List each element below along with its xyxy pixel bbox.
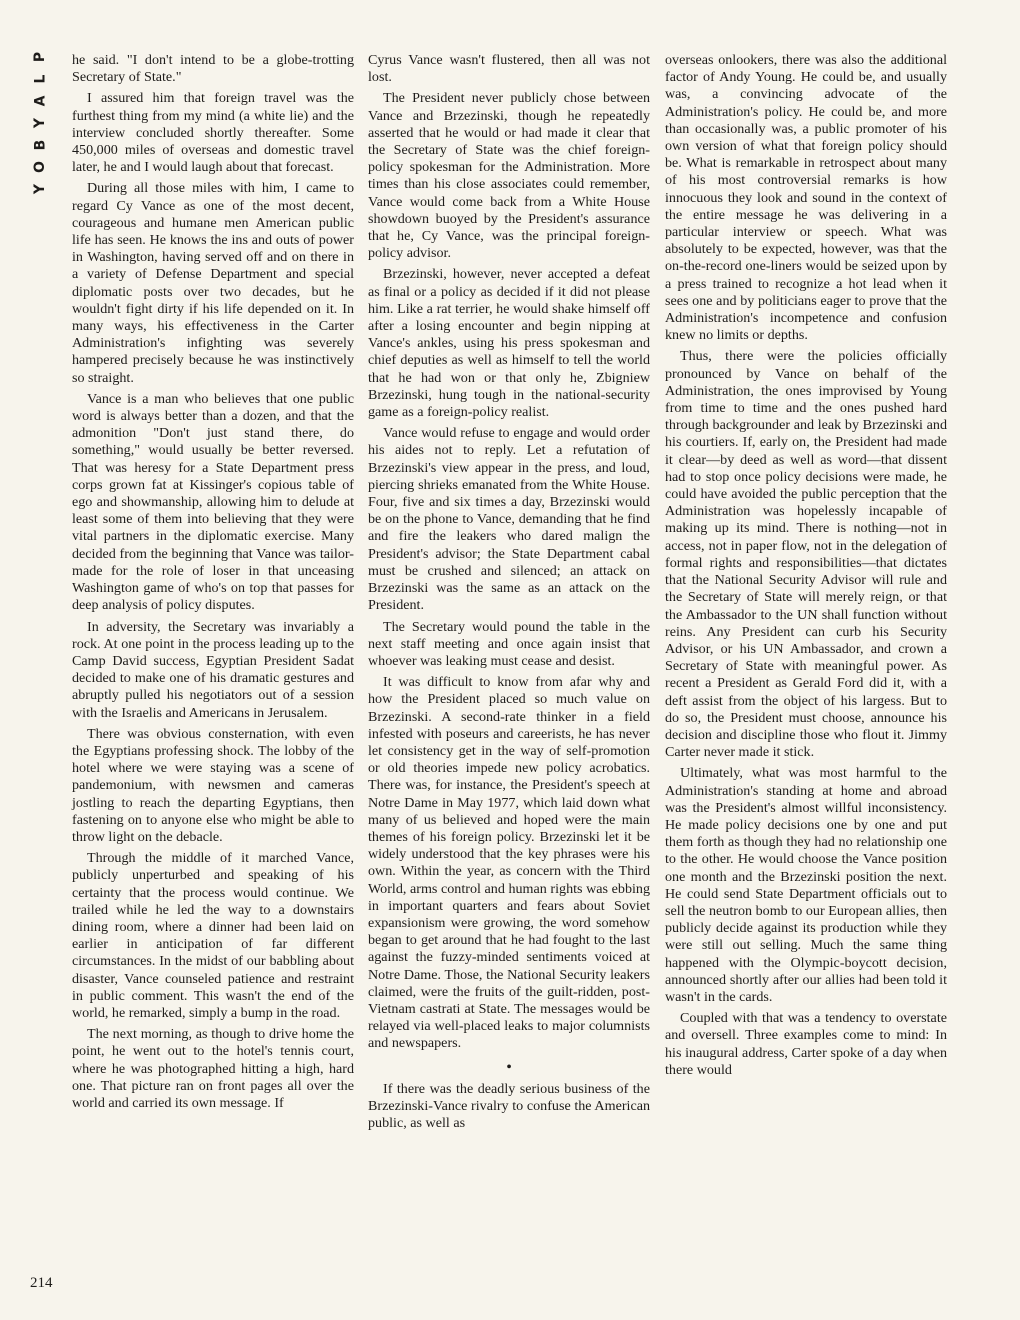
paragraph: The President never publicly chose between Vance and Brzezinski, though he repeatedly asserted that he would or had made it clear that the Secretary of State was the chief foreign-policy spokesman for the Administration. More times than his close associates could remember, Vance would come back from a White House showdown buoyed by the President's assurance that he, Cy Vance, was the principal foreign-policy advisor. <box>368 90 650 262</box>
paragraph: Brzezinski, however, never accepted a defeat as final or a policy as decided if it did not please him. Like a rat terrier, he would shake himself off after a losing encounter and begin nipping at Vance's ankles, using his press spokesman and chief deputies as well as himself to tell the world that he had won or that only he, Zbigniew Brzezinski, hung tough in the national-security game as a foreign-policy realist. <box>368 266 650 421</box>
paragraph: I assured him that foreign travel was the furthest thing from my mind (a white lie) and the interview concluded shortly thereafter. Some 450,000 miles of overseas and domestic travel later, he and I would laugh about that forecast. <box>72 90 354 176</box>
paragraph: The next morning, as though to drive home the point, he went out to the hotel's tennis court, where he was photographed hitting a high, hard one. That picture ran on front pages all over the world and carried its own message. If <box>72 1026 354 1111</box>
paragraph: It was difficult to know from afar why and how the President placed so much value on Brzezinski. A second-rate thinker in a field infested with poseurs and careerists, he has never let consistency get in the way of self-promotion or old theories impede new policy acrobatics. There was, for instance, the President's speech at Notre Dame in May 1977, which laid down what many of us believed and hoped were the main themes of his foreign policy. Brzezinski let it be widely understood that the key phrases were his own. Within the year, as concern with the Third World, arms control and human rights was ebbing in important quarters and fears about Soviet expansionism were growing, the word somehow began to get around that he had fought to the last against the fuzzy-minded sentiments voiced at Notre Dame. Those, the National Security leakers claimed, were the fruits of the guilt-ridden, post-Vietnam castrati at State. The messages would be relayed via well-placed leaks to major columnists and newspapers. <box>368 674 650 1052</box>
paragraph: During all those miles with him, I came to regard Cy Vance as one of the most decent, courageous and humane men American public life has seen. He knows the ins and outs of power in Washington, having served off and on there in a variety of Defense Department and special diplomatic posts over two decades, but he wouldn't fight dirty if his life depended on it. In many ways, his effectiveness in the Carter Administration's infighting was severely hampered precisely because he was instinctively so straight. <box>72 180 354 386</box>
text-column-1 <box>72 52 354 1116</box>
section-break: • <box>506 1058 512 1076</box>
paragraph: Ultimately, what was most harmful to the Administration's standing at home and abroad was the President's almost willful inconsistency. He made policy decisions one by one and put them forth as though they had no relationship one to the other. He would choose the Vance position one month and the Brzezinski position the next. He could send State Department officials out to sell the neutron bomb to our European allies, then publicly decide against its production while they were still out selling. Much the same thing happened with the Olympic-boycott decision, announced shortly after our allies had been told it wasn't in the cards. <box>665 765 947 1005</box>
paragraph: There was obvious consternation, with even the Egyptians professing shock. The lobby of the hotel where we were staying was a scene of pandemonium, with newsmen and cameras jostling to reach the departing Egyptians, then fastening on to anyone else who might be able to throw light on the debacle. <box>72 725 354 845</box>
magazine-sidebar-title <box>28 46 52 200</box>
sidebar-letter: A <box>32 95 48 107</box>
page-number: 214 <box>30 1275 53 1291</box>
paragraph: Through the middle of it marched Vance, publicly unperturbed and speaking of his certainty that the process would continue. We trailed while he led the way to a downstairs dining room, where a dinner had been laid on earlier in anticipation of far different circumstances. In the midst of our babbling about disaster, Vance counseled patience and restraint in public comment. This wasn't the end of the world, he remarked, simply a bump in the road. <box>72 850 354 1021</box>
text-column-2 <box>368 52 650 1136</box>
paragraph: Vance would refuse to engage and would order his aides not to reply. Let a refutation of Brzezinski's view appear in the press, and loud, piercing shrieks emanated from the White House. Four, five and six times a day, Brzezinski would be on the phone to Vance, demanding that he find and fire the leakers who dared malign the President's advisor; the State Department cabal must be crushed and silenced; an attack on Brzezinski was the same as an attack on the President. <box>368 425 650 614</box>
paragraph: he said. "I don't intend to be a globe-trotting Secretary of State." <box>72 52 354 86</box>
paragraph: Thus, there were the policies officially pronounced by Vance on behalf of the Administration, the ones improvised by Young from time to time and the ones pushed hard through backgrounder and leak by Brzezinski and his courtiers. If, early on, the President had made it clear—by deed as well as word—that dissent had to stop once policy decisions were made, he could have avoided the public perception that the Administration was hopelessly incapable of making up its mind. There is nothing—not in access, not in paper flow, not in the delegation of formal rights and responsibilities—that dictates that the National Security Advisor will rule and the Secretary of State will merely reign, or that the Ambassador to the UN shall function without reins. Any President can curb his Security Advisor, or his UN Ambassador, and crown a Secretary of State with meaningful power. As recent a President as Gerald Ford did it, with a deft assist from the object of his largess. But to do so, the President must choose, announce his decision and discipline those who flout it. Jimmy Carter never made it stick. <box>665 348 947 761</box>
paragraph: In adversity, the Secretary was invariably a rock. At one point in the process leading up to the Camp David success, Egyptian President Sadat decided to make one of his dramatic gestures and abruptly pulled his negotiators out of a session with the Israelis and Americans in Jerusalem. <box>72 618 354 721</box>
sidebar-letter: Y <box>31 117 48 129</box>
text-column-3 <box>665 52 947 1083</box>
paragraph: Vance is a man who believes that one public word is always better than a dozen, and that the admonition "Don't just stand there, do something," would usually be better reversed. That was heresy for a State Department press corps grown fat at Kissinger's copious table of ego and showmanship, allowing him to delude at least some of them into believing that they were vital partners in the diplomatic exercise. Many decided from the beginning that Vance was tailor-made for the role of loser in that unceasing Washington game of who's on top that passes for deep analysis of policy disputes. <box>72 390 354 614</box>
paragraph: overseas onlookers, there was also the additional factor of Andy Young. He could be, and usually was, a convincing advocate of the Administration's policy. He could be, and more than occasionally was, a public promoter of his own version of what that foreign policy should be. What is remarkable in retrospect about many of his most controversial remarks is how innocuous they look and sound in the context of the entire message he was delivering in a particular interview or speech. What was absolutely to be expected, however, was that the on-the-record one-liners would be seized upon by a press trained to recognize a hot lead when it sees one and by politicians eager to prove that the Administration's incompetence and confusion knew no limits or depths. <box>665 52 947 344</box>
sidebar-letter: L <box>31 74 48 84</box>
paragraph: If there was the deadly serious business of the Brzezinski-Vance rivalry to confuse the American public, as well as <box>368 1080 650 1131</box>
sidebar-letter: Y <box>31 183 48 195</box>
sidebar-letter: B <box>31 139 48 151</box>
paragraph: Cyrus Vance wasn't flustered, then all was not lost. <box>368 52 650 86</box>
paragraph: The Secretary would pound the table in the next staff meeting and once again insist that whoever was leaking must cease and desist. <box>368 618 650 669</box>
paragraph: Coupled with that was a tendency to overstate and oversell. Three examples come to mind: In his inaugural address, Carter spoke of a day when there would <box>665 1010 947 1078</box>
sidebar-letter: P <box>31 51 48 63</box>
sidebar-letter: O <box>32 161 48 173</box>
